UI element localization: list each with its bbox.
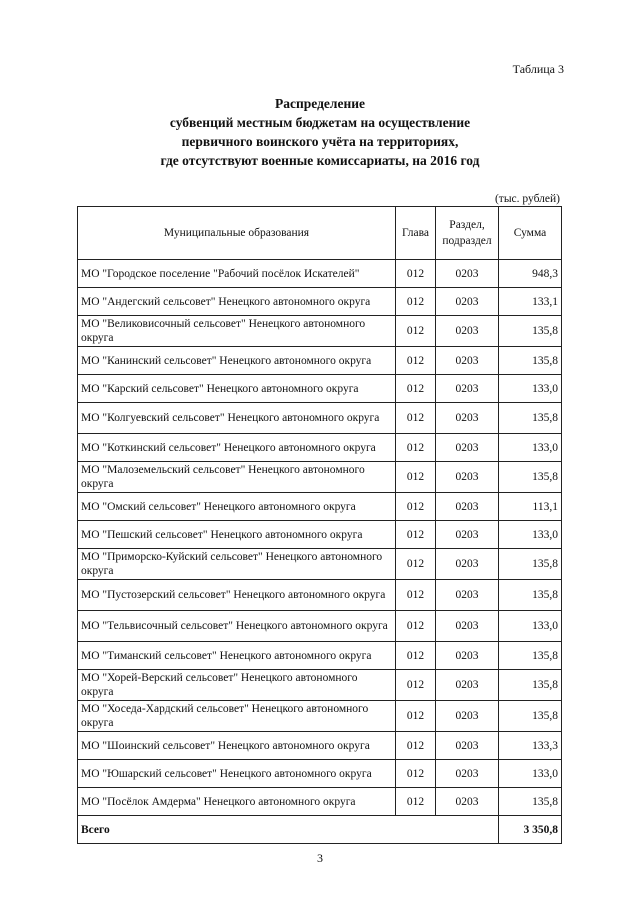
cell-razdel: 0203 [436,260,499,288]
cell-municipality: МО "Андегский сельсовет" Ненецкого автономного округа [78,288,396,316]
cell-glava: 012 [396,760,436,788]
cell-municipality: МО "Омский сельсовет" Ненецкого автономного округа [78,493,396,521]
cell-glava: 012 [396,375,436,403]
cell-glava: 012 [396,611,436,642]
header-sum: Сумма [499,207,562,260]
table-row [78,462,562,493]
table-row [78,580,562,611]
table-row [78,732,562,760]
total-row [78,816,562,844]
table-body [78,260,562,816]
cell-municipality: МО "Тельвисочный сельсовет" Ненецкого автономного округа [78,611,396,642]
cell-sum: 135,8 [499,580,562,611]
cell-glava: 012 [396,316,436,347]
cell-municipality: МО "Шоинский сельсовет" Ненецкого автономного округа [78,732,396,760]
cell-municipality: МО "Канинский сельсовет" Ненецкого автономного округа [78,347,396,375]
cell-sum: 133,3 [499,732,562,760]
cell-razdel: 0203 [436,611,499,642]
cell-municipality: МО "Тиманский сельсовет" Ненецкого автономного округа [78,642,396,670]
cell-razdel: 0203 [436,732,499,760]
cell-razdel: 0203 [436,701,499,732]
cell-razdel: 0203 [436,549,499,580]
table-label: Таблица 3 [512,62,564,76]
cell-razdel: 0203 [436,403,499,434]
cell-municipality: МО "Пешский сельсовет" Ненецкого автономного округа [78,521,396,549]
cell-glava: 012 [396,732,436,760]
cell-glava: 012 [396,788,436,816]
header-razdel-line2: подраздел [442,235,492,247]
header-municipality: Муниципальные образования [78,207,396,260]
table-row [78,611,562,642]
header-glava: Глава [396,207,436,260]
cell-razdel: 0203 [436,760,499,788]
cell-sum: 133,1 [499,288,562,316]
cell-glava: 012 [396,642,436,670]
cell-sum: 133,0 [499,760,562,788]
cell-glava: 012 [396,670,436,701]
cell-razdel: 0203 [436,788,499,816]
cell-sum: 135,8 [499,670,562,701]
cell-razdel: 0203 [436,580,499,611]
cell-sum: 135,8 [499,316,562,347]
cell-glava: 012 [396,434,436,462]
cell-glava: 012 [396,403,436,434]
cell-sum: 133,0 [499,521,562,549]
cell-sum: 135,8 [499,701,562,732]
cell-razdel: 0203 [436,347,499,375]
cell-municipality: МО "Колгуевский сельсовет" Ненецкого автономного округа [78,403,396,434]
cell-razdel: 0203 [436,316,499,347]
title-line: первичного воинского учёта на территориях, [181,134,459,149]
units-note: (тыс. рублей) [494,193,560,205]
cell-sum: 135,8 [499,788,562,816]
table-row [78,434,562,462]
cell-glava: 012 [396,580,436,611]
cell-sum: 133,0 [499,611,562,642]
cell-glava: 012 [396,288,436,316]
cell-sum: 113,1 [499,493,562,521]
cell-glava: 012 [396,701,436,732]
cell-sum: 135,8 [499,642,562,670]
cell-razdel: 0203 [436,375,499,403]
table-row [78,375,562,403]
table-row [78,521,562,549]
cell-razdel: 0203 [436,462,499,493]
cell-sum: 948,3 [499,260,562,288]
cell-glava: 012 [396,549,436,580]
cell-municipality: МО "Коткинский сельсовет" Ненецкого автономного округа [78,434,396,462]
subvention-table [77,206,562,844]
table-row [78,260,562,288]
table-row [78,701,562,732]
cell-municipality: МО "Приморско-Куйский сельсовет" Ненецкого автономного округа [78,549,396,580]
table-row [78,347,562,375]
cell-sum: 133,0 [499,434,562,462]
table-header-row [78,207,562,260]
cell-glava: 012 [396,462,436,493]
cell-razdel: 0203 [436,288,499,316]
cell-municipality: МО "Великовисочный сельсовет" Ненецкого автономного округа [78,316,396,347]
cell-sum: 133,0 [499,375,562,403]
cell-sum: 135,8 [499,462,562,493]
cell-municipality: МО "Посёлок Амдерма" Ненецкого автономного округа [78,788,396,816]
table-row [78,288,562,316]
cell-municipality: МО "Городское поселение "Рабочий посёлок Искателей" [78,260,396,288]
total-sum: 3 350,8 [499,816,562,844]
table-row [78,316,562,347]
table-row [78,549,562,580]
cell-razdel: 0203 [436,521,499,549]
table-row [78,403,562,434]
document-title [0,94,640,170]
cell-glava: 012 [396,347,436,375]
cell-municipality: МО "Хорей-Верский сельсовет" Ненецкого автономного округа [78,670,396,701]
title-line: субвенций местным бюджетам на осуществление [169,115,471,130]
cell-municipality: МО "Юшарский сельсовет" Ненецкого автономного округа [78,760,396,788]
total-label: Всего [78,816,499,844]
header-razdel [436,207,499,260]
page-number: 3 [317,851,323,865]
cell-glava: 012 [396,260,436,288]
cell-sum: 135,8 [499,403,562,434]
cell-razdel: 0203 [436,434,499,462]
cell-glava: 012 [396,521,436,549]
title-line: где отсутствуют военные комиссариаты, на 2016 год [160,153,480,168]
cell-glava: 012 [396,493,436,521]
cell-municipality: МО "Малоземельский сельсовет" Ненецкого автономного округа [78,462,396,493]
cell-sum: 135,8 [499,549,562,580]
cell-municipality: МО "Карский сельсовет" Ненецкого автономного округа [78,375,396,403]
header-razdel-line1: Раздел, [449,219,485,231]
table-row [78,670,562,701]
table-row [78,642,562,670]
cell-sum: 135,8 [499,347,562,375]
cell-municipality: МО "Пустозерский сельсовет" Ненецкого автономного округа [78,580,396,611]
title-line: Распределение [274,96,366,111]
table-row [78,788,562,816]
cell-razdel: 0203 [436,642,499,670]
cell-razdel: 0203 [436,670,499,701]
cell-municipality: МО "Хоседа-Хардский сельсовет" Ненецкого автономного округа [78,701,396,732]
table-row [78,760,562,788]
cell-razdel: 0203 [436,493,499,521]
table-row [78,493,562,521]
